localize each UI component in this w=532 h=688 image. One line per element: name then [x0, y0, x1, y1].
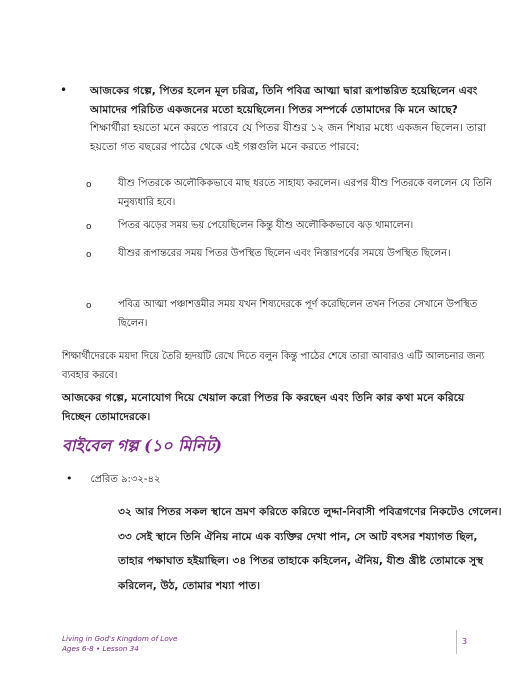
- scripture-reference: [66, 472, 161, 489]
- sub-bullet-text: পবিত্র আত্মা পঞ্চাশত্তমীর সময় যখন শিষ্যদেরকে পূর্ণ করেছিলেন তখন পিতর সেখানে উপস্থিত ছিলেন।: [118, 299, 478, 329]
- page-number: 3: [462, 637, 468, 646]
- footer: [62, 634, 177, 654]
- sub-bullet-marker: o: [86, 222, 92, 232]
- sub-bullet-item: [86, 175, 493, 212]
- sub-bullet-item: [86, 217, 493, 236]
- sub-bullet-text: যীশু পিতরকে অলৌকিকভাবে মাছ ধরতে সাহায্য করলেন। এরপর যীশু পিতরকে বললেন যে তিনি মনুষ্যধারি হবে।: [118, 178, 492, 208]
- intro-paragraph: [90, 82, 492, 156]
- sub-bullet-text: যীশুর রূপান্তরের সময় পিতর উপস্থিত ছিলেন এবং নিস্তারপর্বের সময়ে উপস্থিত ছিলেন।: [118, 248, 451, 259]
- bullet-marker: •: [60, 83, 68, 97]
- section-heading: বাইবেল গল্প (১০ মিনিট): [62, 436, 222, 455]
- sub-bullet-item: [86, 245, 493, 264]
- sub-bullet-marker: o: [86, 301, 92, 311]
- sub-bullet-item: [86, 296, 493, 333]
- footer-divider: [456, 630, 457, 654]
- sub-bullet-marker: o: [86, 250, 92, 260]
- instruction-paragraph: শিক্ষার্থীদেরকে ময়দা দিয়ে তৈরি হৃদয়টি রেখে দিতে বলুন কিন্তু পাঠের শেষে তারা আবারও এটি আলচনার জন্য ব্যবহার করবে।: [62, 351, 485, 381]
- intro-bold-text: আজকের গল্পে, পিতর হলেন মূল চরিত্র, তিনি পবিত্র আত্মা দ্বারা রূপান্তরিত হয়েছিলেন এবং আমাদের পরিচিত একজনের মতো হয়েছিলেন। পিতর সম্পর্কে তোমাদের কি মনে আছে?: [90, 85, 478, 116]
- footer-title: Living in God's Kingdom of Love: [62, 634, 178, 643]
- emphasis-paragraph: আজকের গল্পে, মনোযোগ দিয়ে খেয়াল করো পিতর কি করছেন এবং তিনি কার কথা মনে করিয়ে দিচ্ছেন তোমাদেরকে।: [62, 392, 465, 423]
- bullet-marker: •: [66, 472, 73, 485]
- scripture-passage: ৩২ আর পিতর সকল স্থানে ভ্রমণ করিতে করিতে লুদ্দা-নিবাসী পবিত্রগণের নিকটেও গেলেন। ৩৩ সেই স্থানে তিনি ঐনিয় নামে এক ব্যক্তির দেখা পান, সে আট বৎসর শয্যাগত ছিল, তাহার পক্ষাঘাত হইয়াছিল। ৩৪ পিতর তাহাকে কহিলেন, ঐনিয়, যীশু খ্রীষ্ট তোমাকে সুস্থ করিলেন, উঠ, তোমার শয্যা পাত।: [118, 506, 502, 592]
- reference-text: প্রেরিত ৯:৩২-৪২: [90, 474, 161, 485]
- intro-bullet: [62, 82, 492, 156]
- sub-bullet-marker: o: [86, 180, 92, 190]
- intro-normal-text: শিক্ষার্থীরা হয়তো মনে করতে পারবে যে পিতর যীশুর ১২ জন শিষ্যর মধ্যে একজন ছিলেন। তারা হয়তো গত বছরের পাঠের থেকে এই গল্পগুলি মনে করতে পারবে:: [90, 122, 487, 153]
- footer-subtitle: Ages 6-8 • Lesson 34: [62, 644, 139, 653]
- sub-bullet-text: পিতর ঝড়ের সময় ভয় পেয়েছিলেন কিন্তু যীশু অলৌকিকভাবে ঝড় থামালেন।: [118, 220, 414, 231]
